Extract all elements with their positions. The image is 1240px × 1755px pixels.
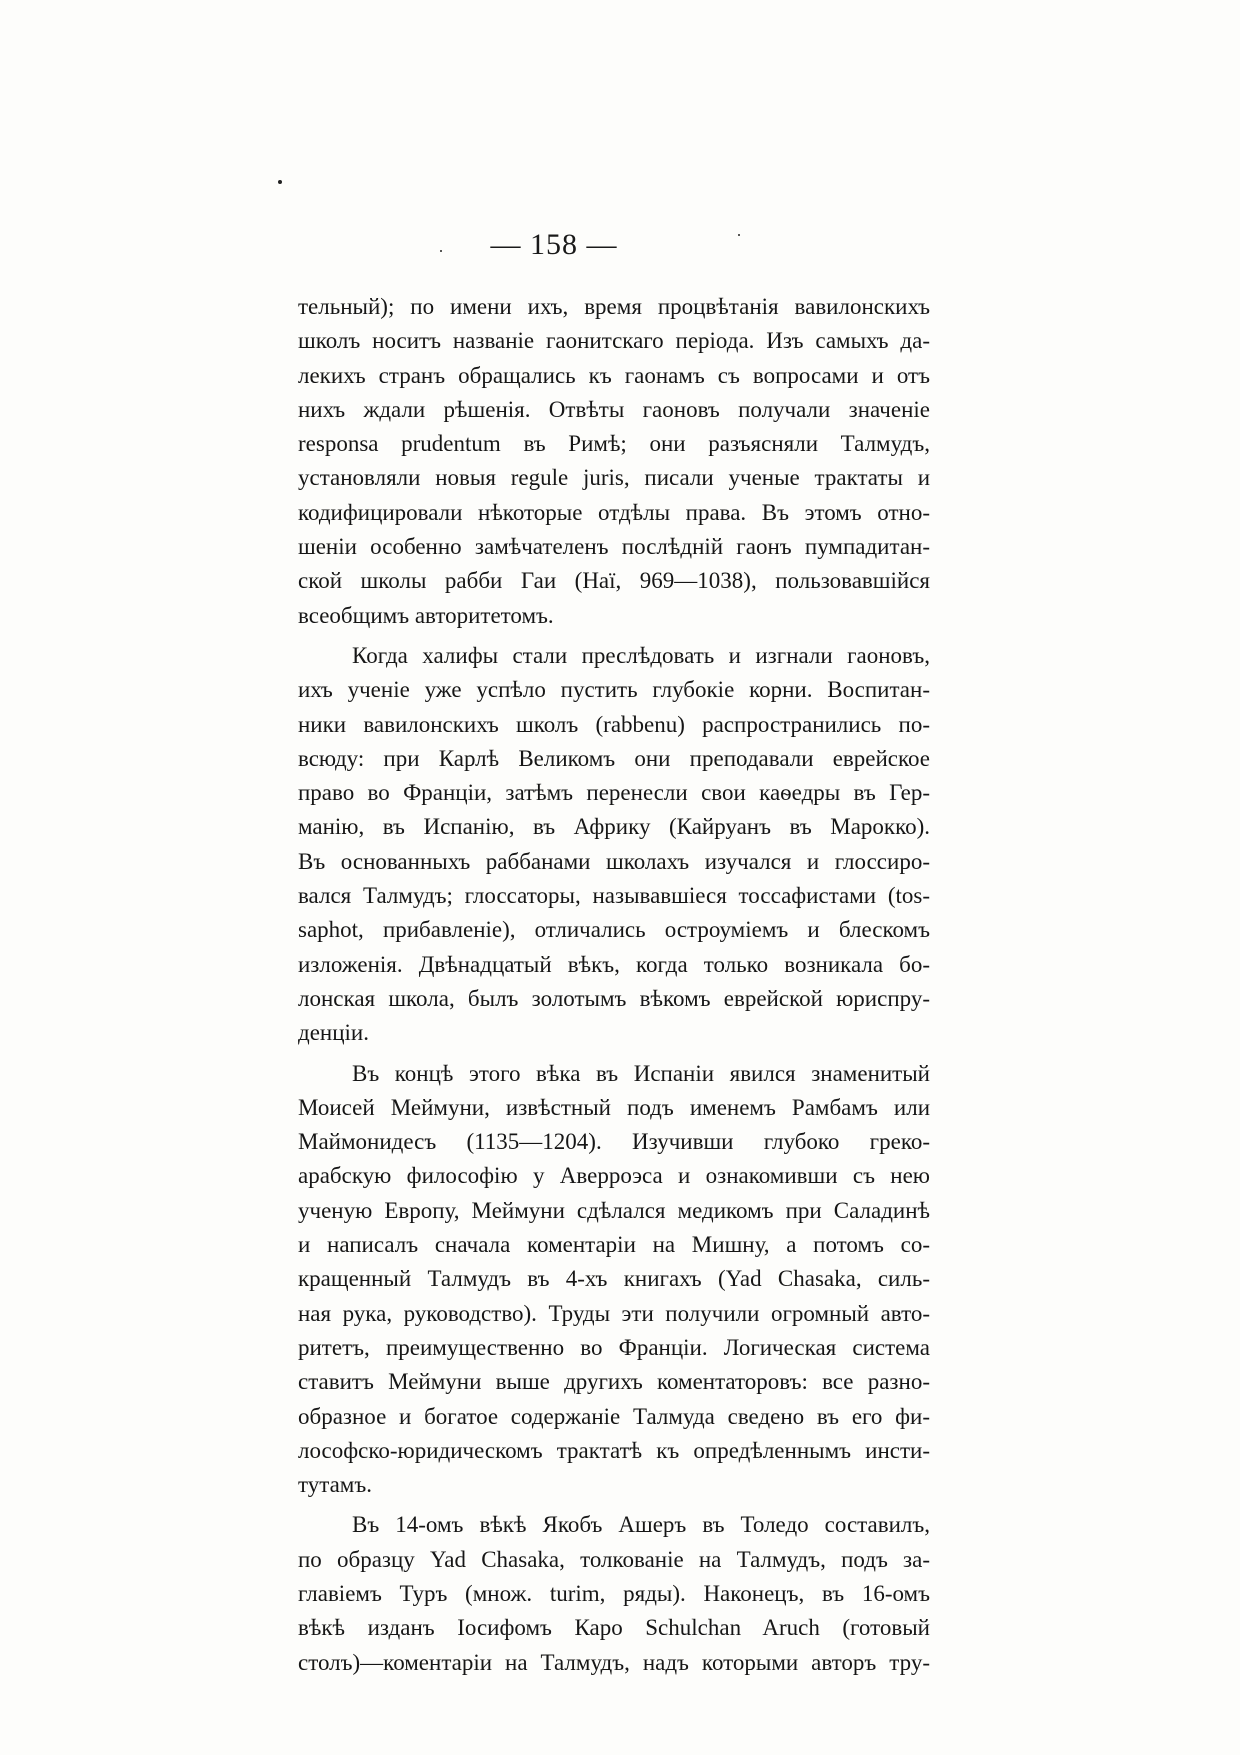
text-line: школъ носитъ названіе гаонитскаго періода. Изъ самыхъ да- — [298, 328, 930, 354]
text-line: тутамъ. — [298, 1472, 372, 1498]
text-line: Моисей Меймуни, извѣстный подъ именемъ Рамбамъ или — [298, 1094, 930, 1120]
text-line: Въ основанныхъ раббанами школахъ изучался и глоссиро- — [298, 848, 930, 874]
text-line: денціи. — [298, 1020, 369, 1046]
text-line: арабскую философію у Аверроэса и ознакомивши съ нею — [298, 1163, 930, 1189]
text-line: saphot, прибавленіе), отличались остроуміемъ и блескомъ — [298, 917, 930, 943]
text-line: ученую Европу, Меймуни сдѣлался медикомъ при Саладинѣ — [298, 1197, 930, 1223]
text-line: тельный); по имени ихъ, время процвѣтанія вавилонскихъ — [298, 294, 930, 319]
text-line: установляли новыя regule juris, писали ученые трактаты и — [298, 465, 930, 491]
text-line: Въ 14-омъ вѣкѣ Якобъ Ашеръ въ Толедо составилъ, — [352, 1512, 930, 1538]
text-line: responsa prudentum въ Римѣ; они разъясняли Талмудъ, — [298, 431, 930, 457]
text-line: всюду: при Карлѣ Великомъ они преподавали еврейское — [298, 745, 930, 771]
text-line: ской школы рабби Гаи (Haï, 969—1038), пользовавшійся — [298, 568, 930, 594]
text-line: и написалъ сначала коментаріи на Мишну, а потомъ со- — [298, 1232, 930, 1258]
text-line: кращенный Талмудъ въ 4-хъ книгахъ (Yad Chasaka, силь- — [298, 1266, 930, 1292]
paragraph — [298, 1057, 930, 1503]
text-line: ставитъ Меймуни выше другихъ коментаторовъ: все разно- — [298, 1369, 930, 1395]
text-line: вѣкѣ изданъ Іосифомъ Каро Schulchan Aruch (готовый — [298, 1615, 930, 1641]
body-text — [298, 290, 930, 1680]
text-line: Въ концѣ этого вѣка въ Испаніи явился знаменитый — [352, 1060, 930, 1086]
text-line: вался Талмудъ; глоссаторы, называвшіеся тоссафистами (tos- — [298, 883, 930, 909]
text-line: нихъ ждали рѣшенія. Отвѣты гаоновъ получали значеніе — [298, 396, 930, 422]
text-line: ники вавилонскихъ школъ (rabbenu) распространились по- — [298, 711, 930, 737]
text-line: Когда халифы стали преслѣдовать и изгнали гаоновъ, — [352, 642, 930, 668]
text-line: изложенія. Двѣнадцатый вѣкъ, когда только возникала бо- — [298, 951, 930, 977]
text-line: всеобщимъ авторитетомъ. — [298, 602, 554, 628]
text-line: ихъ ученіе уже успѣло пустить глубокіе корни. Воспитан- — [298, 677, 930, 703]
text-line: образное и богатое содержаніе Талмуда сведено въ его фи- — [298, 1403, 930, 1429]
text-line: столъ)—коментаріи на Талмудъ, надъ которыми авторъ тру- — [298, 1649, 930, 1675]
text-line: по образцу Yad Chasaka, толкованіе на Талмудъ, подъ за- — [298, 1546, 930, 1572]
text-line: ритетъ, преимущественно во Франціи. Логическая система — [298, 1334, 930, 1360]
text-line: лекихъ странъ обращались къ гаонамъ съ вопросами и отъ — [298, 362, 930, 388]
text-line: лонская школа, былъ золотымъ вѣкомъ еврейской юриспру- — [298, 985, 930, 1011]
ink-speck — [278, 180, 282, 184]
text-line: ная рука, руководство). Труды эти получили огромный авто- — [298, 1300, 930, 1326]
text-line: кодифицировали нѣкоторые отдѣлы права. Въ этомъ отно- — [298, 499, 930, 525]
text-line: лософско-юридическомъ трактатѣ къ опредѣленнымъ инсти- — [298, 1437, 930, 1463]
text-line: Маймонидесъ (1135—1204). Изучивши глубоко греко- — [298, 1129, 930, 1155]
text-line: главіемъ Туръ (множ. turim, ряды). Наконецъ, въ 16-омъ — [298, 1580, 930, 1606]
paragraph — [298, 639, 930, 1051]
text-line: шеніи особенно замѣчателенъ послѣдній гаонъ пумпадитан- — [298, 534, 930, 560]
paragraph — [298, 290, 930, 633]
text-line: манію, въ Испанію, въ Африку (Кайруанъ въ Марокко). — [298, 814, 930, 840]
page-number: — 158 — — [490, 228, 618, 261]
paragraph — [298, 1508, 930, 1679]
text-line: право во Франціи, затѣмъ перенесли свои каѳедры въ Гер- — [298, 780, 930, 806]
